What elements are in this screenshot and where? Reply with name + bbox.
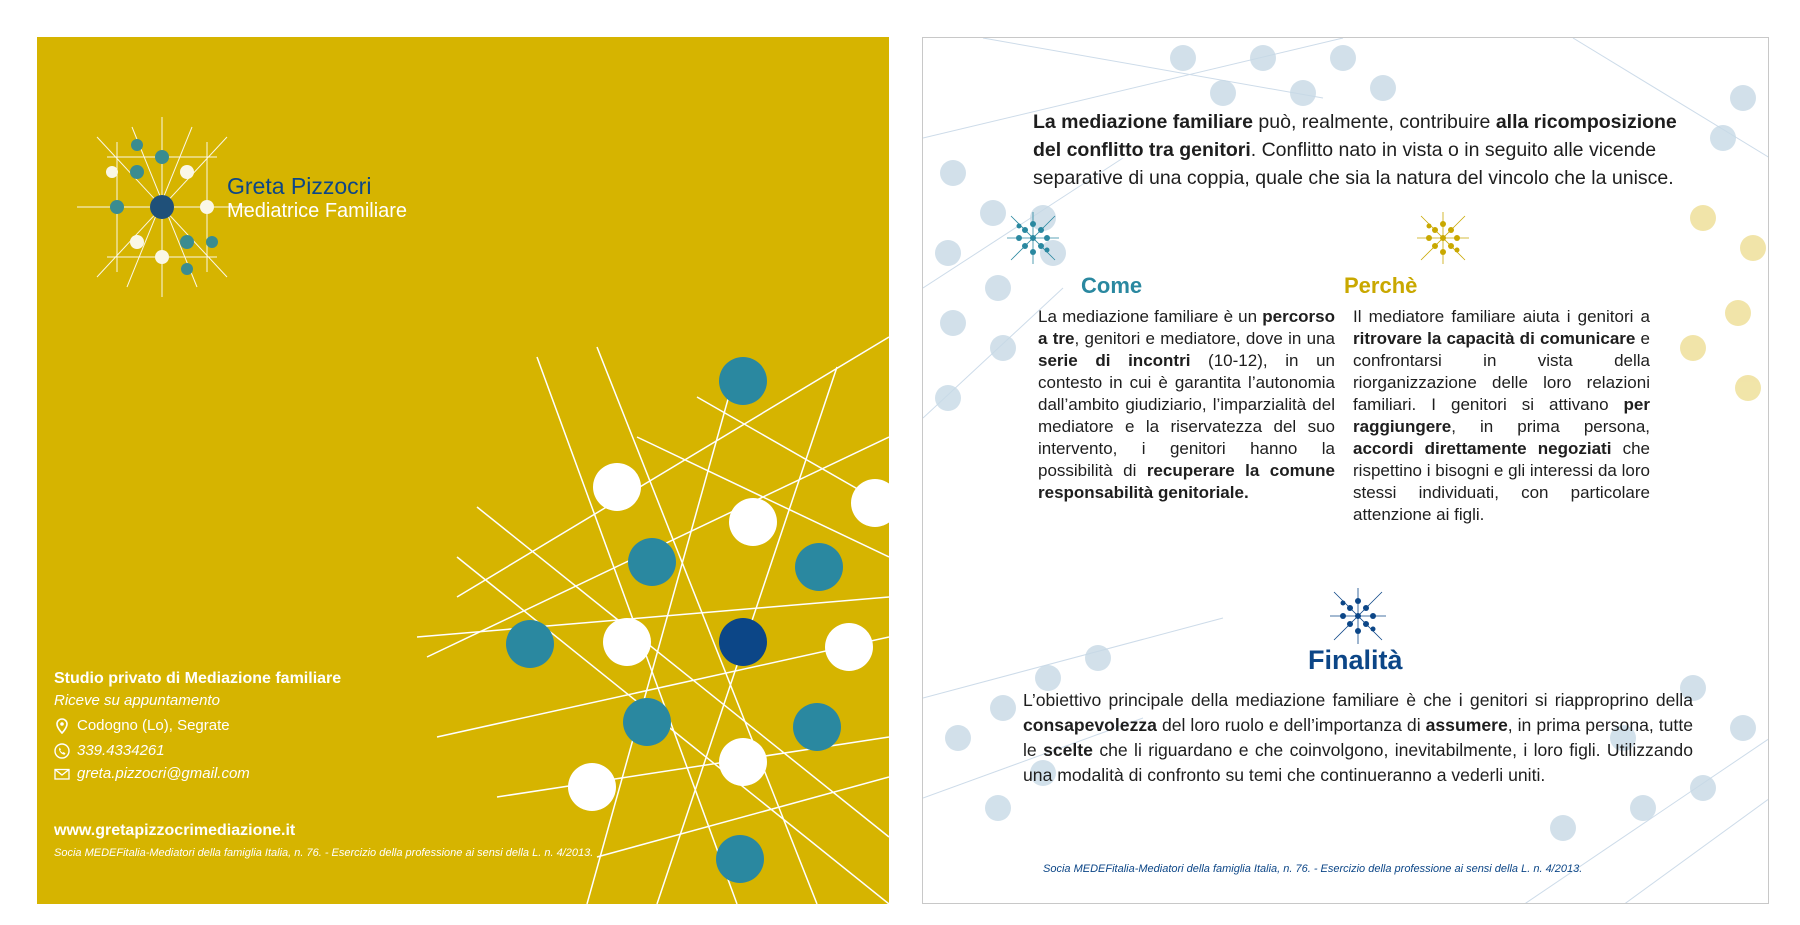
body-text: La mediazione familiare è un [1038,307,1263,326]
footnote-left: Socia MEDEFitalia-Mediatori della famiglia Italia, n. 76. - Esercizio della professione ai sensi della L. n. 4/2013. [54,847,594,859]
body-text: e confrontarsi in vista della riorganizzazione delle loro relazioni familiari. I genitori si attivano [1353,329,1650,414]
contact-phone [54,742,165,759]
studio-title: Studio privato di Mediazione familiare [54,670,342,687]
finalita-icon [1330,588,1386,644]
website-link[interactable]: www.gretapizzocrimediazione.it [54,822,296,839]
logo-role: Mediatrice Familiare [227,200,408,222]
footnote-right: Socia MEDEFitalia-Mediatori della famiglia Italia, n. 76. - Esercizio della professione ai sensi della L. n. 4/2013. [1043,863,1583,875]
emphasis-text: alla ricomposizione del conflitto tra genitori [1033,111,1677,161]
logo-icon [77,117,247,297]
body-text: che rispettino i bisogni e gli interessi da loro stessi individuati, con particolare attenzione ai figli. [1353,439,1650,524]
emphasis-text: ritrovare la capacità di comunicare [1353,329,1636,348]
perche-text [1353,306,1650,526]
emphasis-text: scelte [1043,740,1093,760]
emphasis-text: assumere [1425,715,1508,735]
intro-paragraph [1033,108,1688,192]
come-title: Come [1081,273,1143,298]
body-text: del loro ruolo e dell’importanza di [1156,715,1426,735]
body-text: , genitori e mediatore, dove in una [1074,329,1335,348]
emphasis-text: percorso a tre [1038,307,1335,348]
finalita-title: Finalità [1308,645,1403,675]
contact-email [54,765,250,782]
email-text[interactable]: greta.pizzocri@gmail.com [77,765,250,782]
cover-panel [37,37,889,904]
body-text: L’obiettivo principale della mediazione familiare è che i genitori si riapproprino della [1023,690,1693,710]
emphasis-text: per raggiungere [1353,395,1650,436]
logo-name: Greta Pizzocri [227,173,372,199]
emphasis-text: consapevolezza [1023,715,1157,735]
address-text: Codogno (Lo), Segrate [77,717,230,734]
phone-text[interactable]: 339.4334261 [77,742,165,759]
body-text: può, realmente, contribuire [1253,111,1496,133]
contact-address [54,717,230,734]
studio-subtitle: Riceve su appuntamento [54,692,220,709]
mail-icon [54,766,70,782]
content-panel [922,37,1769,904]
body-text: che li riguardano e che coinvolgono, inevitabilmente, i loro figli. Utilizzando una modalità di confronto su temi che continueranno a vederli uniti. [1023,740,1693,785]
perche-icon [1417,212,1469,264]
location-pin-icon [54,718,70,734]
body-text: , in prima persona, tutte le [1023,715,1693,760]
emphasis-text: recuperare la comune responsabilità genitoriale. [1038,461,1335,502]
emphasis-text: accordi direttamente negoziati [1353,439,1612,458]
body-text: , in prima persona, [1451,417,1650,436]
body-text: . Conflitto nato in vista o in seguito alle vicende separative di una coppia, quale che sia la natura del vincolo che la unisce. [1033,139,1674,189]
perche-title: Perchè [1344,273,1418,298]
come-text [1038,306,1335,504]
emphasis-text: La mediazione familiare [1033,111,1253,133]
finalita-text [1023,688,1693,788]
come-icon [1007,212,1059,264]
body-text: (10-12), in un contesto in cui è garantita l’autonomia dall’ambito giudiziario, l’imparzialità del mediatore e la riservatezza del suo intervento, i genitori hanno la possibilità di [1038,351,1335,480]
phone-icon [54,743,70,759]
emphasis-text: serie di incontri [1038,351,1191,370]
body-text: Il mediatore familiare aiuta i genitori a [1353,307,1650,326]
